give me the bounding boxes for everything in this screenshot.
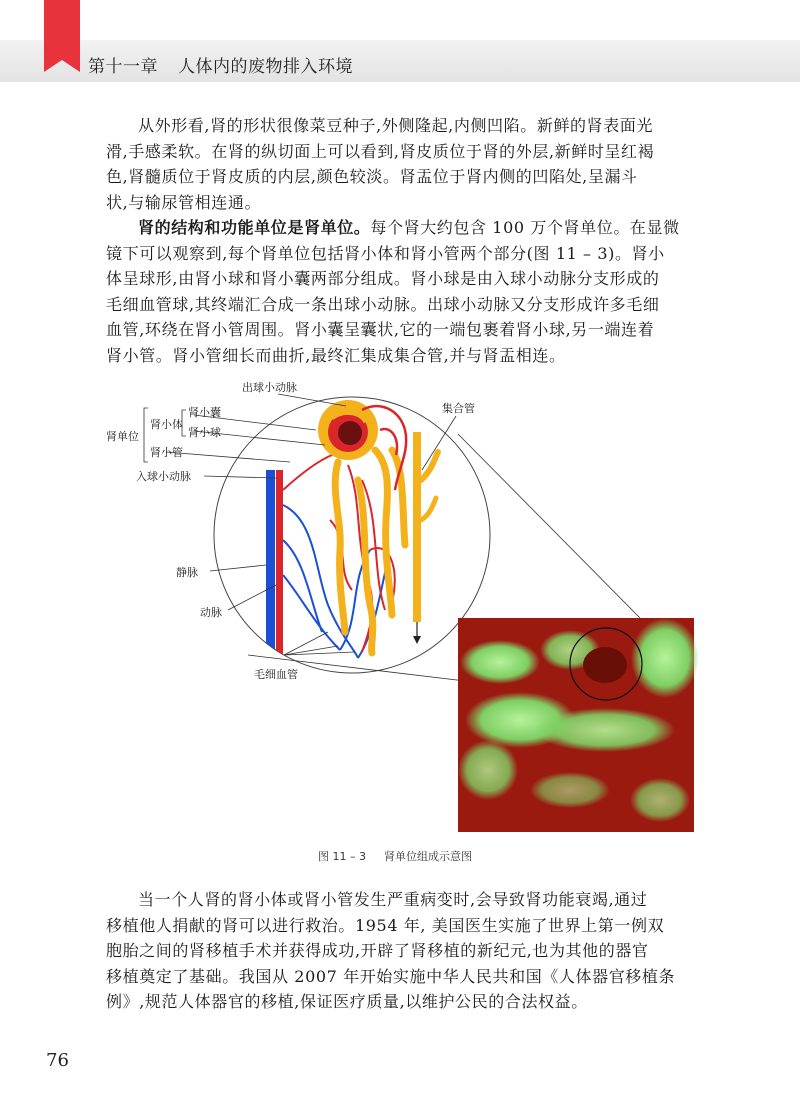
label-nephron: 肾单位	[106, 430, 139, 443]
caption-number: 图 11 – 3	[318, 850, 366, 863]
glomerulus-illustration	[318, 400, 378, 460]
label-renal-corpuscle: 肾小体	[150, 418, 183, 431]
paragraph-nephron	[106, 215, 726, 368]
text-line: 体呈球形,由肾小球和肾小囊两部分组成。肾小球是由入球小动脉分支形成的	[106, 269, 660, 288]
nephron-figure	[100, 370, 720, 850]
label-vein: 静脉	[176, 566, 198, 579]
chapter-title: 人体内的废物排入环境	[178, 57, 353, 77]
label-collecting-duct: 集合管	[442, 402, 475, 415]
text-line: 当一个人肾的肾小体或肾小管发生严重病变时,会导致肾功能衰竭,通过	[138, 890, 648, 909]
text-line: 毛细血管球,其终端汇合成一条出球小动脉。出球小动脉又分支形成许多毛细	[106, 294, 660, 314]
bookmark-icon	[44, 0, 80, 72]
chapter-number: 第十一章	[88, 57, 158, 77]
text-line: 移植奠定了基础。我国从 2007 年开始实施中华人民共和国《人体器官移植条	[106, 966, 676, 986]
text-line: 从外形看,肾的形状很像菜豆种子,外侧隆起,内侧凹陷。新鲜的肾表面光	[138, 116, 654, 135]
text-line: 胞胎之间的肾移植手术并获得成功,开辟了肾移植的新纪元,也为其他的器官	[106, 941, 649, 960]
collecting-duct-tube	[413, 432, 421, 622]
text-line: 色,肾髓质位于肾皮质的内层,颜色较淡。肾盂位于肾内侧的凹陷处,呈漏斗	[106, 167, 638, 186]
caption-text: 肾单位组成示意图	[384, 850, 472, 863]
text-line: 血管,环绕在肾小管周围。肾小囊呈囊状,它的一端包裹着肾小球,另一端连着	[106, 320, 655, 339]
paragraph-transplant	[106, 887, 726, 1015]
text-line: 滑,手感柔软。在肾的纵切面上可以看到,肾皮质位于肾的外层,新鲜时呈红褐	[106, 141, 655, 161]
label-efferent-arteriole: 出球小动脉	[242, 381, 297, 394]
vein-vessel	[266, 470, 275, 670]
artery-vessel	[276, 470, 283, 670]
key-sentence: 肾的结构和功能单位是肾单位。	[138, 218, 371, 237]
text-line: 移植他人捐献的肾可以进行救治。1954 年, 美国医生实施了世界上第一例双	[106, 915, 665, 935]
paragraph-kidney-shape	[106, 113, 726, 215]
label-renal-tubule: 肾小管	[150, 446, 183, 459]
text-line: 肾小管。肾小管细长而曲折,最终汇集成集合管,并与肾盂相连。	[106, 345, 566, 365]
page-number: 76	[46, 1050, 69, 1071]
text-line: 例》,规范人体器官的移植,保证医疗质量,以维护公民的合法权益。	[106, 992, 588, 1011]
text-line	[106, 215, 726, 241]
label-artery: 动脉	[200, 606, 222, 619]
micrograph-image	[458, 618, 699, 832]
label-renal-capsule: 肾小囊	[188, 406, 221, 419]
text-fragment: 每个肾大约包含 100 万个肾单位。在显微	[370, 218, 680, 237]
chapter-header	[88, 52, 353, 77]
label-capillaries: 毛细血管	[254, 668, 298, 681]
figure-caption	[318, 848, 472, 864]
label-glomerulus: 肾小球	[188, 426, 221, 439]
text-line: 镜下可以观察到,每个肾单位包括肾小体和肾小管两个部分(图 11 – 3)。肾小	[106, 243, 665, 263]
text-line: 状,与输尿管相连通。	[106, 192, 262, 212]
label-afferent-arteriole: 入球小动脉	[136, 470, 191, 483]
